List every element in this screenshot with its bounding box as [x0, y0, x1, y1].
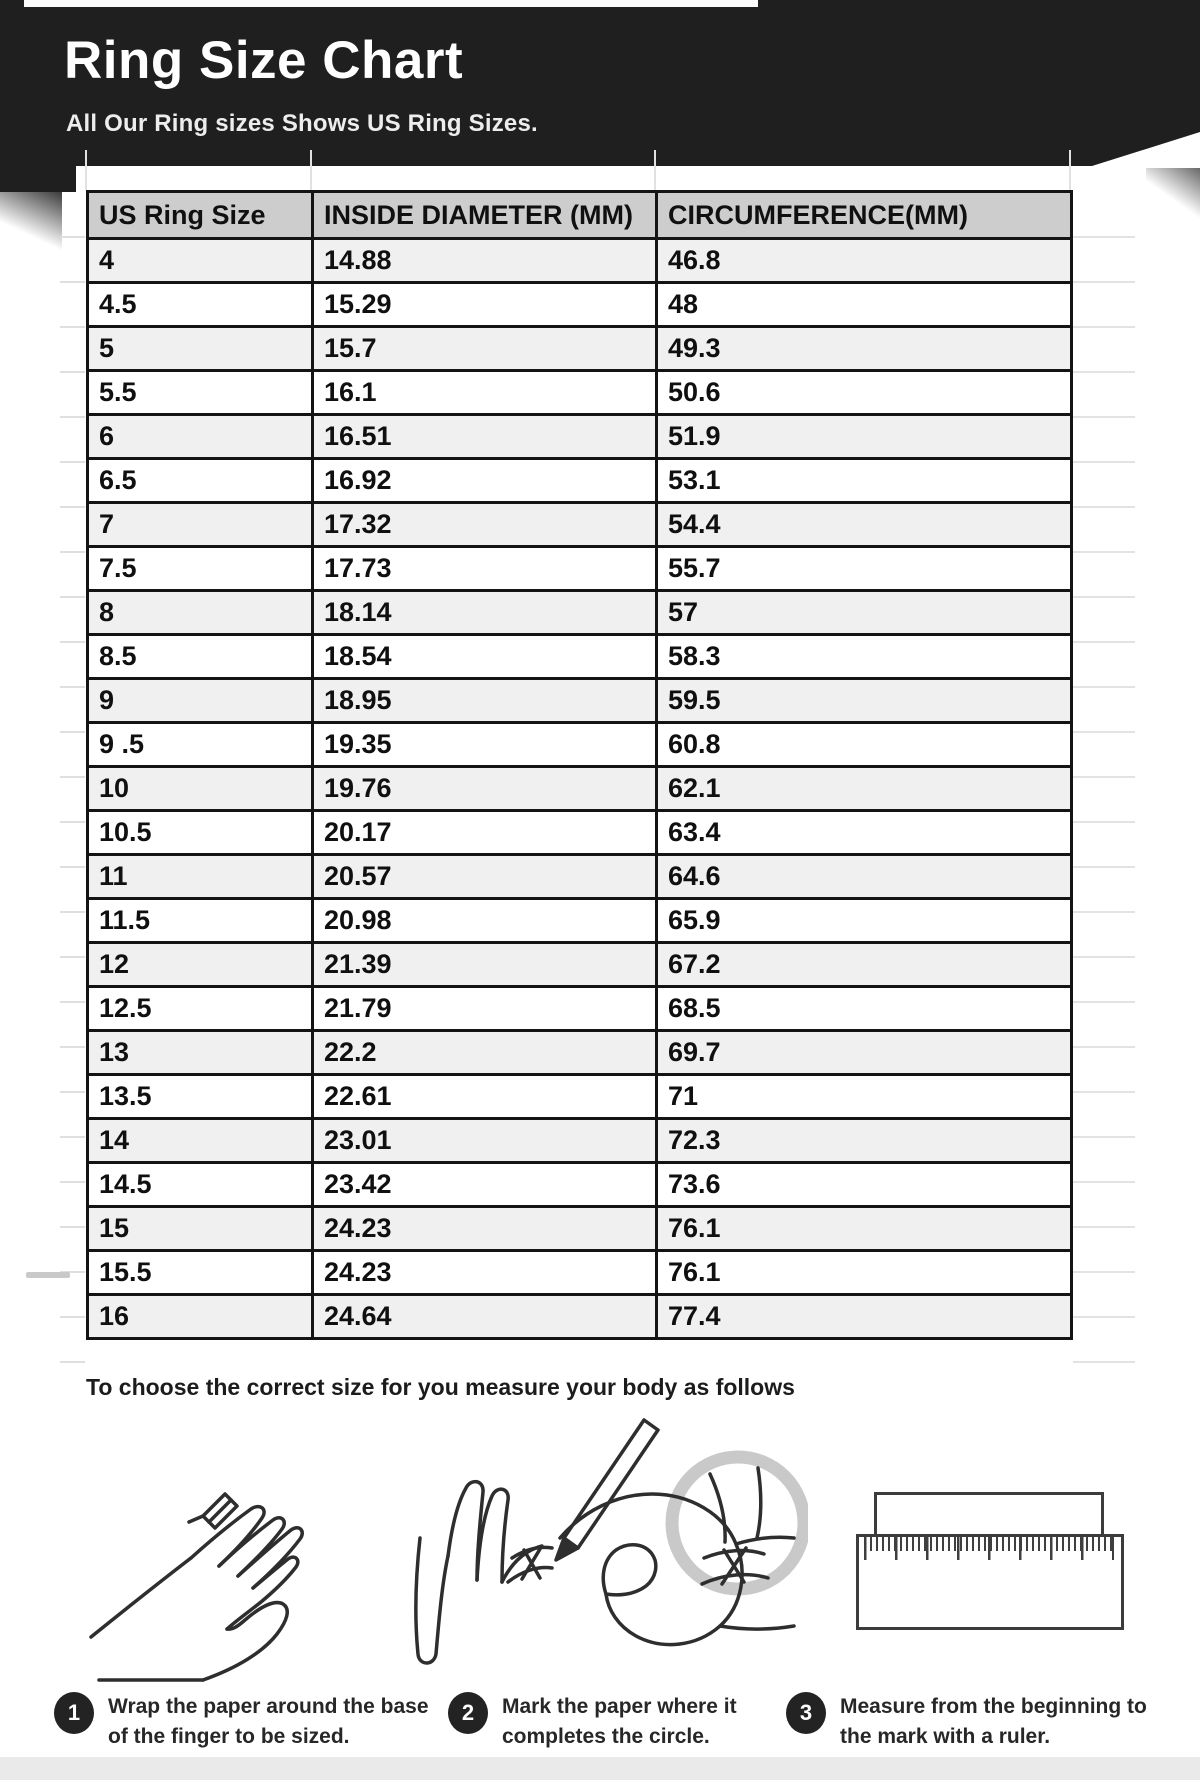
- pencil: [564, 1420, 658, 1548]
- ring-size-row: [88, 723, 1072, 767]
- paper-band-line: [512, 1547, 552, 1558]
- table-header-row: [88, 192, 1072, 239]
- gridline-artifact: [60, 236, 85, 1368]
- ring-size-cell: 76.1: [657, 1207, 1072, 1251]
- pencil-tip: [556, 1538, 578, 1560]
- step-3-number-badge: 3: [786, 1692, 826, 1734]
- ring-size-row: [88, 591, 1072, 635]
- ring-size-cell: 6.5: [88, 459, 313, 503]
- ring-size-cell: 15.5: [88, 1251, 313, 1295]
- ring-size-table-body: [88, 239, 1072, 1339]
- ring-size-cell: 8: [88, 591, 313, 635]
- ring-size-cell: 24.64: [313, 1295, 657, 1339]
- ring-size-cell: 4.5: [88, 283, 313, 327]
- ring-size-cell: 48: [657, 283, 1072, 327]
- ring-size-cell: 73.6: [657, 1163, 1072, 1207]
- ring-size-row: [88, 635, 1072, 679]
- ring-size-cell: 76.1: [657, 1251, 1072, 1295]
- ring-size-cell: 18.54: [313, 635, 657, 679]
- ring-size-cell: 4: [88, 239, 313, 283]
- ring-size-cell: 55.7: [657, 547, 1072, 591]
- hand-back-edge: [91, 1558, 191, 1637]
- ring-size-row: [88, 459, 1072, 503]
- step-1: [54, 1692, 444, 1752]
- ring-size-cell: 18.95: [313, 679, 657, 723]
- step-2-number-badge: 2: [448, 1692, 488, 1734]
- ring-size-cell: 11: [88, 855, 313, 899]
- ring-size-cell: 8.5: [88, 635, 313, 679]
- ring-size-row: [88, 283, 1072, 327]
- ring-size-row: [88, 1207, 1072, 1251]
- ring-size-row: [88, 1163, 1072, 1207]
- ring-size-cell: 58.3: [657, 635, 1072, 679]
- page-subtitle: All Our Ring sizes Shows US Ring Sizes.: [66, 110, 538, 137]
- paper-band-line: [508, 1568, 552, 1582]
- ring-size-cell: 59.5: [657, 679, 1072, 723]
- ring-size-row: [88, 767, 1072, 811]
- holding-thumb-outline: [603, 1545, 656, 1595]
- ring-size-cell: 12: [88, 943, 313, 987]
- ruler-minor-ticks: [864, 1537, 1114, 1551]
- ring-size-table: [86, 190, 1073, 1340]
- hand-with-paper-strip-illustration: [85, 1428, 365, 1690]
- instructions-heading: To choose the correct size for you measure your body as follows: [86, 1374, 795, 1400]
- ring-size-cell: 65.9: [657, 899, 1072, 943]
- ring-size-cell: 19.35: [313, 723, 657, 767]
- ring-size-cell: 19.76: [313, 767, 657, 811]
- ring-size-cell: 16.1: [313, 371, 657, 415]
- ring-size-row: [88, 1119, 1072, 1163]
- ring-size-cell: 77.4: [657, 1295, 1072, 1339]
- ring-size-cell: 15: [88, 1207, 313, 1251]
- ring-size-cell: 20.17: [313, 811, 657, 855]
- ring-size-cell: 20.57: [313, 855, 657, 899]
- ring-size-cell: 16.92: [313, 459, 657, 503]
- ring-size-cell: 11.5: [88, 899, 313, 943]
- ring-size-cell: 17.73: [313, 547, 657, 591]
- ring-size-row: [88, 987, 1072, 1031]
- ring-size-cell: 12.5: [88, 987, 313, 1031]
- ring-size-cell: 50.6: [657, 371, 1072, 415]
- ring-size-row: [88, 943, 1072, 987]
- ring-size-cell: 5.5: [88, 371, 313, 415]
- ring-size-cell: 68.5: [657, 987, 1072, 1031]
- step-2-text: Mark the paper where it completes the circle.: [502, 1695, 737, 1748]
- bottom-strip: [0, 1757, 1200, 1780]
- step-2: [448, 1692, 768, 1752]
- banner-top-line: [24, 0, 758, 7]
- ring-size-row: [88, 899, 1072, 943]
- ring-size-cell: 24.23: [313, 1207, 657, 1251]
- ring-size-cell: 72.3: [657, 1119, 1072, 1163]
- ring-size-cell: 22.61: [313, 1075, 657, 1119]
- step-1-text: Wrap the paper around the base of the finger to be sized.: [108, 1695, 429, 1748]
- banner-right-shadow: [1146, 168, 1200, 218]
- ring-size-cell: 63.4: [657, 811, 1072, 855]
- ring-size-cell: 24.23: [313, 1251, 657, 1295]
- ring-size-row: [88, 1075, 1072, 1119]
- ring-size-row: [88, 811, 1072, 855]
- ring-size-row: [88, 371, 1072, 415]
- ring-size-row: [88, 327, 1072, 371]
- ring-size-cell: 23.01: [313, 1119, 657, 1163]
- ring-size-row: [88, 547, 1072, 591]
- step-3: [786, 1692, 1184, 1752]
- ring-size-cell: 6: [88, 415, 313, 459]
- ring-size-cell: 10.5: [88, 811, 313, 855]
- step-3-text: Measure from the beginning to the mark with a ruler.: [840, 1695, 1147, 1748]
- ring-size-cell: 7: [88, 503, 313, 547]
- ring-size-cell: 13.5: [88, 1075, 313, 1119]
- ring-size-cell: 21.79: [313, 987, 657, 1031]
- ring-size-row: [88, 1251, 1072, 1295]
- gridline-artifact: [85, 150, 87, 190]
- ring-size-cell: 9: [88, 679, 313, 723]
- ring-size-cell: 60.8: [657, 723, 1072, 767]
- ring-size-cell: 62.1: [657, 767, 1072, 811]
- ring-size-cell: 46.8: [657, 239, 1072, 283]
- banner: [0, 0, 1200, 166]
- ring-size-cell: 69.7: [657, 1031, 1072, 1075]
- ring-size-cell: 64.6: [657, 855, 1072, 899]
- ring-size-cell: 51.9: [657, 415, 1072, 459]
- ring-size-cell: 16.51: [313, 415, 657, 459]
- gridline-artifact: [1069, 150, 1071, 190]
- ring-size-cell: 14.5: [88, 1163, 313, 1207]
- ring-size-cell: 53.1: [657, 459, 1072, 503]
- column-header-circumference: CIRCUMFERENCE(MM): [657, 192, 1072, 239]
- ring-size-cell: 10: [88, 767, 313, 811]
- paper-strip-tail: [189, 1516, 203, 1522]
- ring-size-cell: 20.98: [313, 899, 657, 943]
- ring-size-row: [88, 679, 1072, 723]
- step-1-number-badge: 1: [54, 1692, 94, 1734]
- ring-size-cell: 71: [657, 1075, 1072, 1119]
- ring-size-cell: 7.5: [88, 547, 313, 591]
- column-header-us-ring-size: US Ring Size: [88, 192, 313, 239]
- ring-size-row: [88, 415, 1072, 459]
- ring-size-cell: 21.39: [313, 943, 657, 987]
- ring-size-cell: 14.88: [313, 239, 657, 283]
- gridline-artifact: [654, 150, 656, 190]
- gridline-artifact: [310, 150, 312, 190]
- ring-size-row: [88, 855, 1072, 899]
- x-mark: [522, 1549, 540, 1579]
- page-title: Ring Size Chart: [64, 31, 464, 90]
- ring-size-cell: 49.3: [657, 327, 1072, 371]
- gridline-artifact: [1073, 236, 1135, 1368]
- column-header-inside-diameter: INSIDE DIAMETER (MM): [313, 192, 657, 239]
- ring-size-cell: 14: [88, 1119, 313, 1163]
- ring-size-row: [88, 239, 1072, 283]
- banner-left-shadow: [0, 192, 62, 258]
- banner-left-ear: [0, 166, 76, 192]
- ring-size-cell: 57: [657, 591, 1072, 635]
- ring-size-row: [88, 1031, 1072, 1075]
- ring-size-cell: 67.2: [657, 943, 1072, 987]
- hand-marking-paper-with-pencil-illustration: [408, 1408, 808, 1698]
- gridline-artifact: [26, 1272, 70, 1278]
- ring-size-cell: 22.2: [313, 1031, 657, 1075]
- ring-size-cell: 18.14: [313, 591, 657, 635]
- ring-size-cell: 15.29: [313, 283, 657, 327]
- ring-size-row: [88, 1295, 1072, 1339]
- ring-size-cell: 23.42: [313, 1163, 657, 1207]
- ring-size-cell: 15.7: [313, 327, 657, 371]
- ring-size-cell: 17.32: [313, 503, 657, 547]
- ring-size-cell: 16: [88, 1295, 313, 1339]
- ring-size-cell: 54.4: [657, 503, 1072, 547]
- ring-size-cell: 5: [88, 327, 313, 371]
- ring-size-cell: 13: [88, 1031, 313, 1075]
- ring-size-row: [88, 503, 1072, 547]
- ring-size-cell: 9 .5: [88, 723, 313, 767]
- finger-outline: [416, 1538, 448, 1663]
